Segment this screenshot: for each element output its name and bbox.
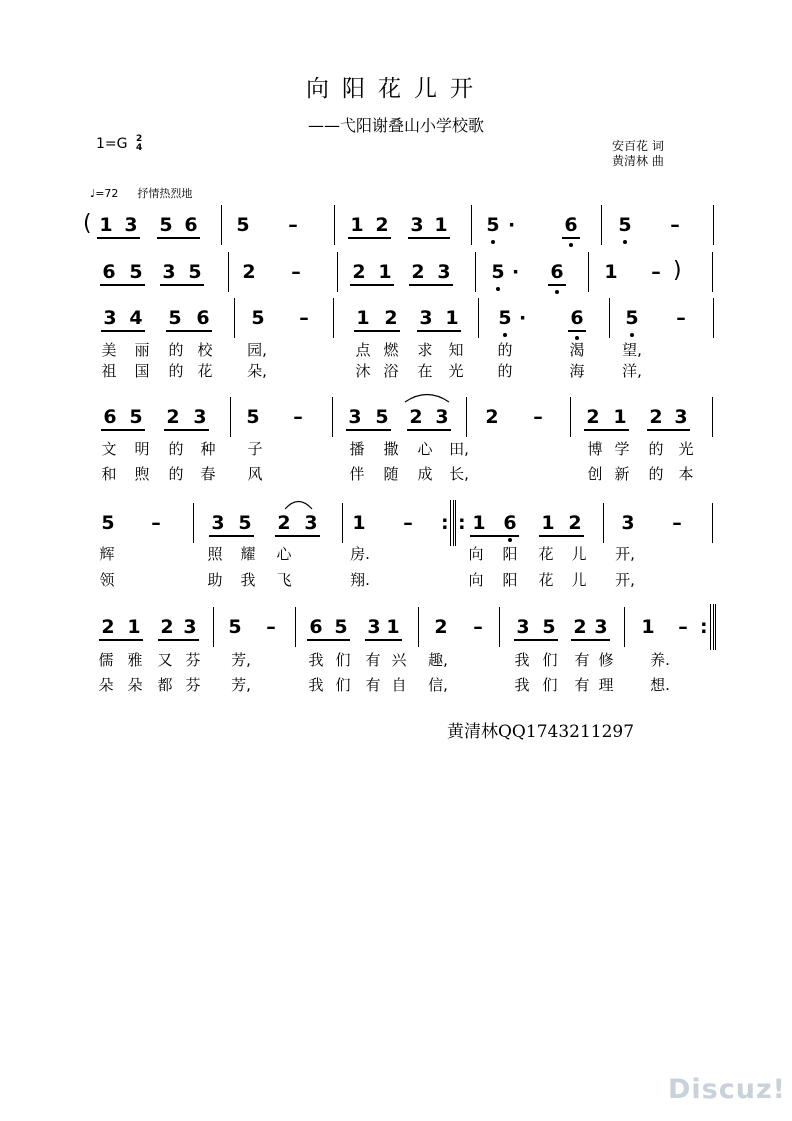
note: 4	[129, 307, 143, 329]
note: 1	[99, 214, 113, 236]
lyric: 成	[417, 465, 433, 483]
barline	[455, 500, 456, 546]
lyric: 我	[240, 571, 256, 589]
dash: –	[473, 616, 483, 638]
lyric: 丽	[134, 341, 150, 359]
note: 6	[550, 261, 564, 283]
lyric: 的	[168, 341, 184, 359]
underline	[346, 429, 391, 431]
tie-arc	[285, 498, 312, 510]
lyric: 又	[157, 651, 173, 669]
underline	[647, 429, 690, 431]
note: 1	[641, 616, 655, 638]
underline	[409, 284, 453, 286]
lyric: 有	[365, 676, 381, 694]
lyric: 辉	[99, 545, 115, 563]
lyricist: 安百花 词	[612, 139, 664, 153]
time-top: 2	[135, 134, 143, 144]
barline	[230, 397, 231, 437]
underline	[562, 237, 580, 239]
note: 5	[486, 214, 500, 236]
dash: –	[291, 261, 301, 283]
lyric: 助	[207, 571, 223, 589]
credits	[612, 139, 664, 169]
lyric: 儿	[571, 545, 587, 563]
lyric: 信,	[428, 676, 448, 694]
note: 6	[196, 307, 210, 329]
note: 1	[445, 307, 459, 329]
note: 3	[304, 512, 318, 534]
lyric: 翔.	[350, 571, 370, 589]
underline	[97, 237, 140, 239]
note: 1	[541, 512, 555, 534]
lyric: 的	[168, 465, 184, 483]
note: 3	[367, 616, 381, 638]
note: 1	[434, 214, 448, 236]
underline	[568, 330, 586, 332]
lyric: 种	[200, 440, 216, 458]
augmentation-dot: ·	[519, 307, 527, 329]
dash: –	[151, 512, 161, 534]
lyric: 文	[101, 440, 117, 458]
lyric: 播	[349, 440, 365, 458]
barline	[712, 397, 713, 437]
barline	[221, 205, 222, 245]
tempo-value: ♩=72	[90, 187, 119, 200]
note: 5	[246, 406, 260, 428]
underline	[548, 284, 566, 286]
barline	[466, 397, 467, 437]
dash: –	[670, 214, 680, 236]
lyric: 芬	[185, 651, 201, 669]
note: 5	[498, 307, 512, 329]
lyric: 有	[365, 651, 381, 669]
lyric: 春	[200, 465, 216, 483]
lyric: 向	[468, 571, 484, 589]
note: 3	[124, 214, 138, 236]
lyric: 和	[101, 465, 117, 483]
lyric: 养.	[650, 651, 670, 669]
barline	[712, 503, 713, 543]
repeat-dots: :	[441, 512, 449, 534]
underline	[350, 284, 394, 286]
time-bottom: 4	[135, 143, 143, 153]
barline	[570, 397, 571, 437]
lyric: 儿	[571, 571, 587, 589]
note: 5	[168, 307, 182, 329]
underline	[571, 639, 610, 641]
octave-dot	[623, 240, 627, 244]
lyric: 的	[168, 362, 184, 380]
lyric: 照	[207, 545, 223, 563]
barline	[713, 205, 714, 245]
octave-dot	[575, 336, 579, 340]
underline	[354, 330, 400, 332]
note: 3	[621, 512, 635, 534]
lyric: 朵	[98, 676, 114, 694]
key-text: 1=G	[96, 136, 128, 152]
lyric: 趣,	[428, 651, 448, 669]
barline	[609, 298, 610, 338]
barline	[499, 607, 500, 647]
lyric: 有	[574, 651, 590, 669]
lyric: 领	[99, 571, 115, 589]
note: 1	[604, 261, 618, 283]
underline	[160, 284, 204, 286]
lyric: 园,	[247, 341, 267, 359]
lyric: 花	[197, 362, 213, 380]
note: 3	[103, 307, 117, 329]
lyric: 我	[514, 676, 530, 694]
note: 5	[625, 307, 639, 329]
lyric: 芳,	[231, 651, 251, 669]
note: 1	[356, 307, 370, 329]
lyric: 求	[417, 341, 433, 359]
dash: –	[651, 261, 661, 283]
lyric: 们	[335, 676, 351, 694]
lyric: 芬	[185, 676, 201, 694]
dash: –	[266, 616, 276, 638]
barline	[332, 397, 333, 437]
note: 5	[129, 406, 143, 428]
lyric: 田,	[449, 440, 469, 458]
tempo-marking	[90, 185, 192, 201]
barline	[713, 604, 714, 650]
lyric: 明	[134, 440, 150, 458]
note: 2	[166, 406, 180, 428]
lyric: 我	[308, 651, 324, 669]
barline	[193, 503, 194, 543]
barline	[234, 298, 235, 338]
lyric: 风	[247, 465, 263, 483]
note: 3	[162, 261, 176, 283]
watermark: Discuz!	[668, 1074, 786, 1105]
lyric: 的	[497, 341, 513, 359]
barline	[333, 298, 334, 338]
repeat-dots: :	[458, 512, 466, 534]
note: 5	[159, 214, 173, 236]
tie-arc	[405, 391, 449, 403]
note: 1	[127, 616, 141, 638]
note: 2	[411, 261, 425, 283]
lyric: 心	[276, 545, 292, 563]
note: 5	[618, 214, 632, 236]
note: 6	[570, 307, 584, 329]
lyric: 学	[614, 440, 630, 458]
underline	[539, 535, 584, 537]
note: 2	[160, 616, 174, 638]
note: 1	[378, 261, 392, 283]
note: 2	[375, 214, 389, 236]
note: 2	[485, 406, 499, 428]
underline	[275, 535, 320, 537]
lyric: 花	[538, 545, 554, 563]
barline	[715, 604, 716, 650]
lyric: 芳,	[231, 676, 251, 694]
lyric: 有	[574, 676, 590, 694]
octave-dot	[508, 538, 512, 542]
octave-dot	[630, 333, 634, 337]
lyric: 望,	[622, 341, 642, 359]
lyric: 飞	[276, 571, 292, 589]
lyric: 随	[383, 465, 399, 483]
barline	[228, 252, 229, 292]
note: 2	[573, 616, 587, 638]
note: 3	[410, 214, 424, 236]
lyric: 想.	[650, 676, 670, 694]
note: 5	[238, 512, 252, 534]
note: 3	[193, 406, 207, 428]
barline	[295, 607, 296, 647]
note: 5	[101, 512, 115, 534]
lyric: 向	[468, 545, 484, 563]
page-title: 向阳花儿开	[306, 76, 486, 102]
lyric: 理	[598, 676, 614, 694]
note: 5	[334, 616, 348, 638]
lyric: 燃	[383, 341, 399, 359]
note: 6	[503, 512, 517, 534]
lyric: 子	[247, 440, 263, 458]
underline	[166, 330, 212, 332]
lyric: 浴	[383, 362, 399, 380]
lyric: 雅	[127, 651, 143, 669]
octave-dot	[491, 240, 495, 244]
composer: 黄清林 曲	[612, 154, 664, 168]
key-signature	[96, 135, 142, 153]
dash: –	[676, 307, 686, 329]
barline	[471, 205, 472, 245]
dash: –	[403, 512, 413, 534]
lyric: 耀	[240, 545, 256, 563]
lyric: 祖	[101, 362, 117, 380]
repeat-end-dots: :	[700, 616, 708, 638]
lyric: 在	[417, 362, 433, 380]
lyric: 光	[448, 362, 464, 380]
lyric: 点	[355, 341, 371, 359]
octave-dot	[496, 287, 500, 291]
lyric: 伴	[349, 465, 365, 483]
note: 6	[309, 616, 323, 638]
lyric: 的	[168, 440, 184, 458]
lyric: 们	[542, 676, 558, 694]
barline	[337, 252, 338, 292]
barline	[588, 252, 589, 292]
note: 3	[516, 616, 530, 638]
barline	[624, 607, 625, 647]
note: 3	[419, 307, 433, 329]
note: 2	[434, 616, 448, 638]
note: 3	[183, 616, 197, 638]
underline	[101, 429, 145, 431]
lyric: 沐	[355, 362, 371, 380]
lyric: 海	[569, 362, 585, 380]
note: 1	[350, 214, 364, 236]
lyric: 们	[335, 651, 351, 669]
octave-dot	[555, 290, 559, 294]
underline	[348, 237, 391, 239]
note: 2	[352, 261, 366, 283]
underline	[417, 330, 461, 332]
underline	[514, 639, 558, 641]
note: 1	[352, 512, 366, 534]
lyric: 阳	[502, 545, 518, 563]
barline	[710, 604, 711, 650]
underline	[100, 284, 145, 286]
underline	[407, 429, 451, 431]
tempo-expression: 抒情热烈地	[137, 187, 193, 200]
underline	[158, 639, 199, 641]
lyric: 渴	[569, 341, 585, 359]
lyric: 光	[678, 440, 694, 458]
lyric: 的	[497, 362, 513, 380]
barline	[712, 252, 713, 292]
barline	[478, 298, 479, 338]
note: 5	[188, 261, 202, 283]
note: 6	[102, 261, 116, 283]
note: 3	[674, 406, 688, 428]
lyric: 都	[157, 676, 173, 694]
barline	[334, 205, 335, 245]
dash: –	[288, 214, 298, 236]
lyric: 国	[134, 362, 150, 380]
barline	[418, 607, 419, 647]
underline	[101, 330, 145, 332]
note: 1	[386, 616, 400, 638]
octave-dot	[503, 333, 507, 337]
lyric: 新	[614, 465, 630, 483]
lyric: 我	[308, 676, 324, 694]
lyric: 心	[417, 440, 433, 458]
underline	[157, 237, 200, 239]
note: 2	[649, 406, 663, 428]
underline	[584, 429, 629, 431]
lyric: 美	[101, 341, 117, 359]
note: 3	[348, 406, 362, 428]
lyric: 花	[538, 571, 554, 589]
dash: –	[672, 512, 682, 534]
note: 5	[542, 616, 556, 638]
note: 2	[568, 512, 582, 534]
dash: –	[678, 616, 688, 638]
lyric: 长,	[449, 465, 469, 483]
note: 1	[472, 512, 486, 534]
lyric: 修	[598, 651, 614, 669]
lyric: 兴	[391, 651, 407, 669]
note: 5	[375, 406, 389, 428]
note: 6	[184, 214, 198, 236]
underline	[307, 639, 350, 641]
lyric: 校	[197, 341, 213, 359]
barline	[450, 500, 451, 546]
note: 5	[236, 214, 250, 236]
note: 6	[564, 214, 578, 236]
lyric: 开,	[615, 545, 635, 563]
barline	[603, 503, 604, 543]
note: 2	[409, 406, 423, 428]
attribution: 黄清林QQ1743211297	[447, 722, 635, 742]
underline	[365, 639, 402, 641]
octave-dot	[569, 243, 573, 247]
open-paren: (	[83, 211, 92, 236]
lyric: 创	[587, 465, 603, 483]
underline	[164, 429, 209, 431]
underline	[99, 639, 143, 641]
lyric: 本	[678, 465, 694, 483]
note: 5	[129, 261, 143, 283]
lyric: 洋,	[622, 362, 642, 380]
underline	[470, 535, 519, 537]
page-subtitle: ——弋阳谢叠山小学校歌	[307, 116, 484, 135]
lyric: 自	[391, 676, 407, 694]
dash: –	[533, 406, 543, 428]
note: 3	[437, 261, 451, 283]
note: 5	[251, 307, 265, 329]
note: 6	[103, 406, 117, 428]
note: 1	[613, 406, 627, 428]
time-signature	[136, 135, 142, 153]
lyric: 开,	[615, 571, 635, 589]
dash: –	[293, 406, 303, 428]
barline	[601, 205, 602, 245]
lyric: 知	[448, 341, 464, 359]
barline	[453, 500, 454, 546]
lyric: 阳	[502, 571, 518, 589]
close-paren: )	[673, 258, 682, 283]
lyric: 撒	[383, 440, 399, 458]
barline	[213, 607, 214, 647]
note: 2	[101, 616, 115, 638]
note: 2	[242, 261, 256, 283]
note: 5	[228, 616, 242, 638]
lyric: 朵	[127, 676, 143, 694]
lyric: 的	[648, 440, 664, 458]
barline	[713, 298, 714, 338]
underline	[408, 237, 450, 239]
augmentation-dot: ·	[512, 261, 520, 283]
lyric: 朵,	[247, 362, 267, 380]
lyric: 房.	[350, 545, 370, 563]
note: 2	[586, 406, 600, 428]
lyric: 煦	[134, 465, 150, 483]
note: 5	[491, 261, 505, 283]
augmentation-dot: ·	[508, 214, 516, 236]
lyric: 们	[542, 651, 558, 669]
note: 3	[594, 616, 608, 638]
lyric: 博	[587, 440, 603, 458]
dash: –	[299, 307, 309, 329]
note: 3	[435, 406, 449, 428]
note: 2	[277, 512, 291, 534]
barline	[475, 252, 476, 292]
lyric: 的	[648, 465, 664, 483]
lyric: 我	[514, 651, 530, 669]
underline	[209, 535, 254, 537]
lyric: 儒	[98, 651, 114, 669]
barline	[342, 503, 343, 543]
note: 2	[384, 307, 398, 329]
note: 3	[211, 512, 225, 534]
